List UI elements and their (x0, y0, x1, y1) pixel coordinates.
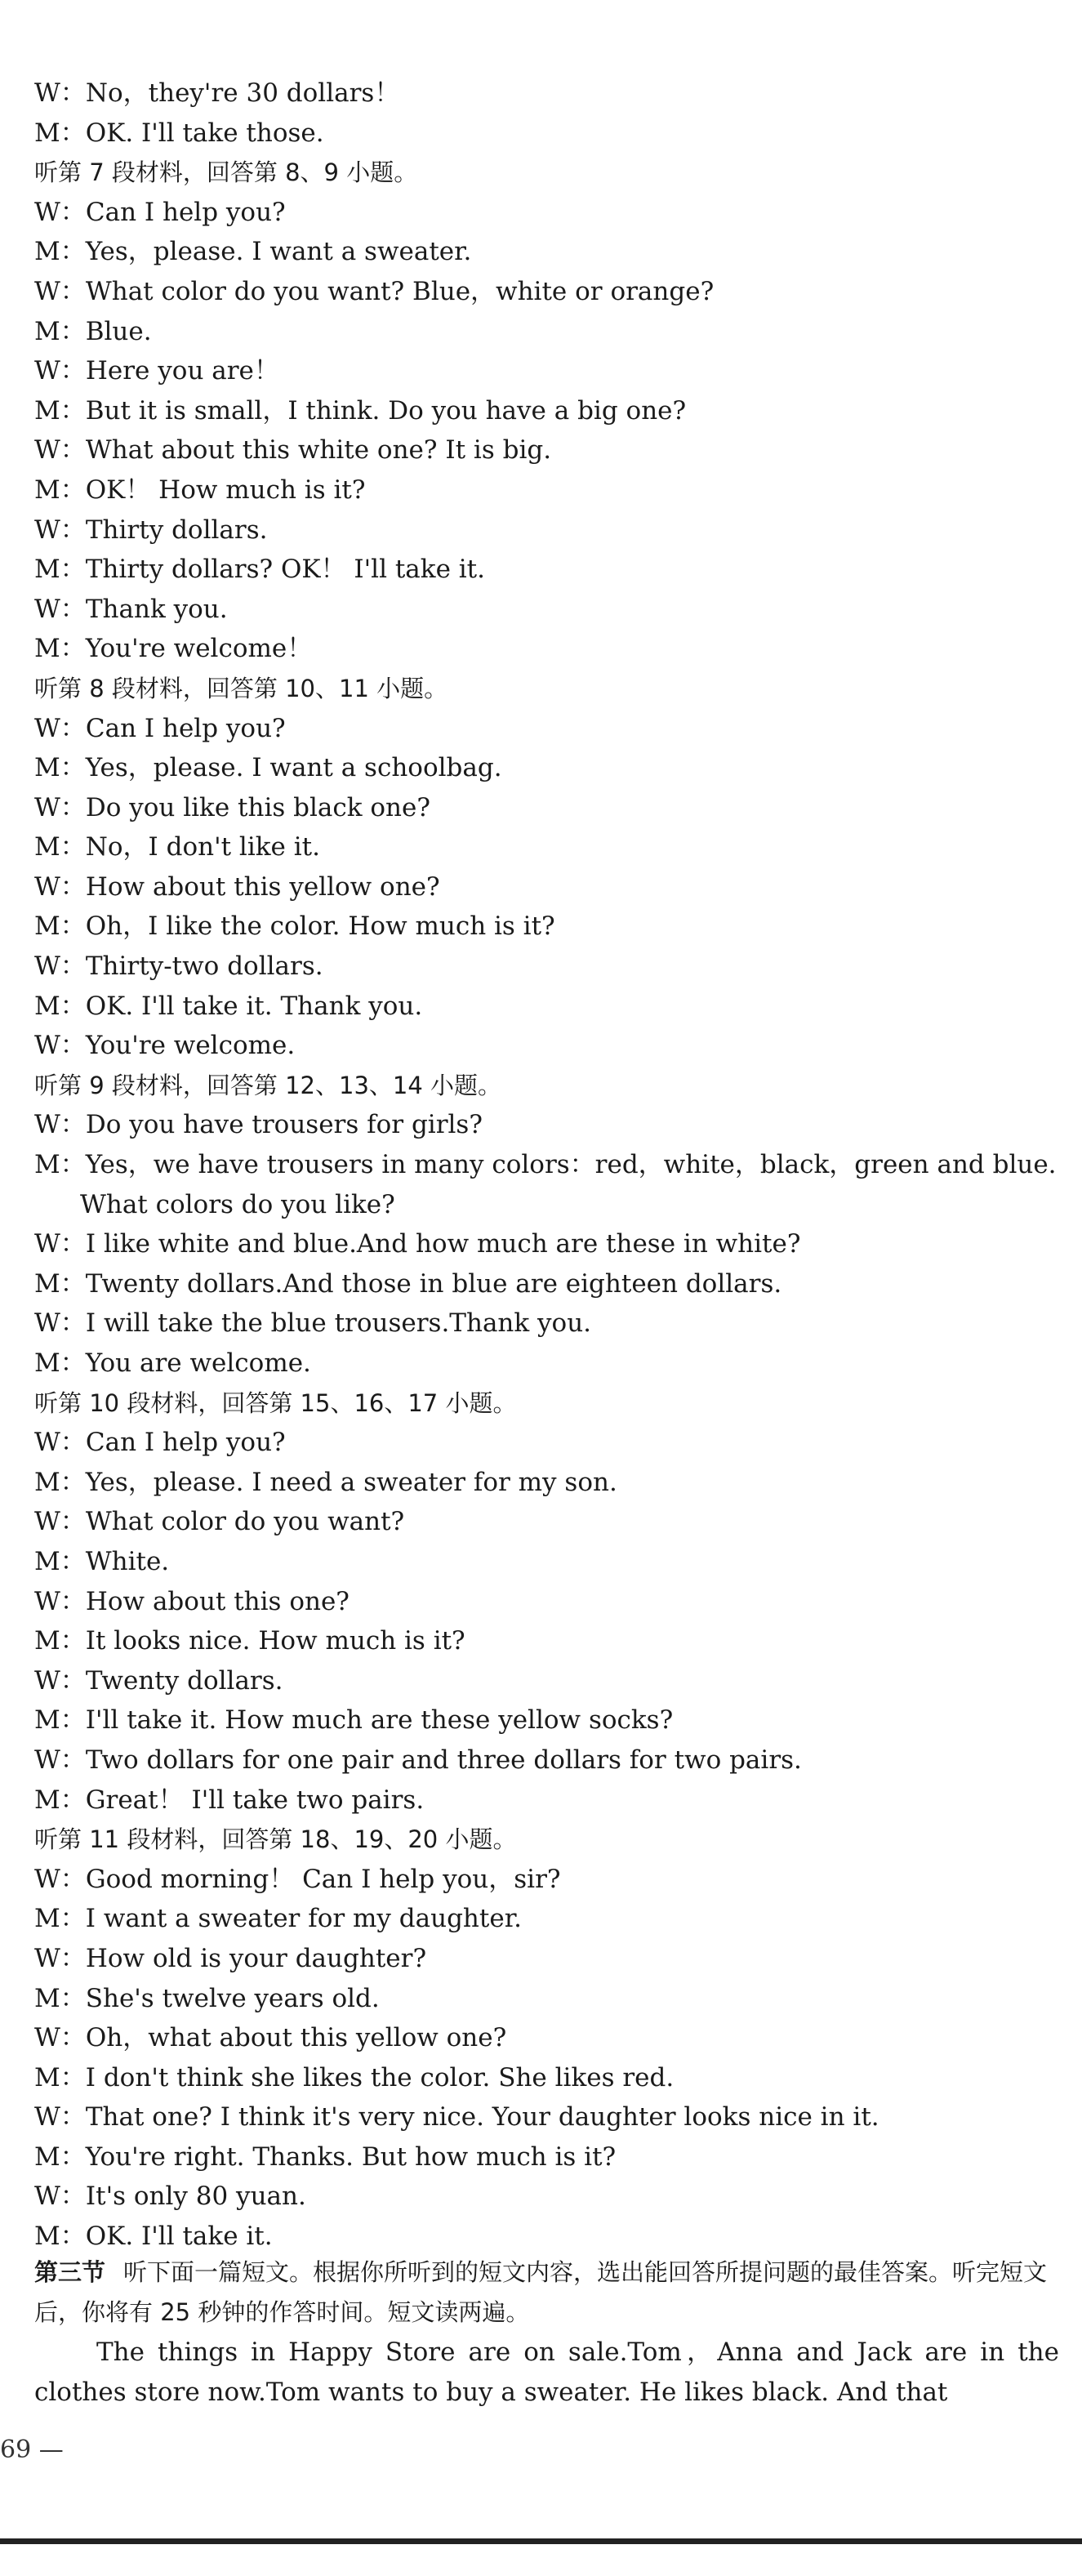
transcript-line: W：Here you are！ (34, 356, 279, 386)
transcript-line: M：No，I don't like it. (34, 832, 320, 862)
segment-heading: 听第 11 段材料，回答第 18、19、20 小题。 (34, 1825, 517, 1854)
transcript-line-continued: What colors do you like? (80, 1189, 395, 1219)
transcript-line: W：How about this one? (34, 1586, 350, 1616)
transcript-line: M：Yes，please. I want a sweater. (34, 237, 472, 267)
transcript-line: M：OK！ How much is it? (34, 475, 366, 505)
transcript (34, 74, 1059, 2257)
transcript-line: W：It's only 80 yuan. (34, 2182, 306, 2212)
transcript-line: W：Can I help you? (34, 197, 286, 227)
transcript-line: W：How about this yellow one? (34, 871, 440, 902)
transcript-line: W：Can I help you? (34, 713, 286, 743)
bottom-divider (0, 2538, 1082, 2544)
transcript-line: M：Thirty dollars? OK！ I'll take it. (34, 555, 485, 585)
transcript-line: M：Blue. (34, 316, 152, 346)
transcript-line: M：She's twelve years old. (34, 1983, 380, 2013)
transcript-line: M：Yes，please. I need a sweater for my son. (34, 1467, 617, 1497)
transcript-line: M：White. (34, 1546, 170, 1576)
transcript-line: W：Good morning！ Can I help you，sir? (34, 1864, 561, 1894)
section-title: 第三节 (34, 2258, 106, 2286)
transcript-line: W：You're welcome. (34, 1031, 296, 1061)
transcript-line: W：Can I help you? (34, 1428, 286, 1458)
transcript-line: M：Yes，please. I want a schoolbag. (34, 753, 502, 783)
transcript-line: M：I'll take it. How much are these yellow socks? (34, 1705, 674, 1736)
transcript-line: W：That one? I think it's very nice. Your daughter looks nice in it. (34, 2102, 879, 2133)
transcript-line: M：OK. I'll take it. Thank you. (34, 991, 423, 1021)
transcript-line: W：Oh，what about this yellow one? (34, 2023, 507, 2053)
transcript-line: M：Great！ I'll take two pairs. (34, 1785, 425, 1815)
section-three (34, 2253, 1059, 2332)
passage-paragraph: The things in Happy Store are on sale.Tom，Anna and Jack are in the clothes store now.Tom wants to buy a sweater. He likes black. And that (34, 2338, 1059, 2407)
transcript-line: W：What color do you want? (34, 1507, 405, 1537)
segment-heading: 听第 10 段材料，回答第 15、16、17 小题。 (34, 1388, 517, 1417)
transcript-line: M：But it is small，I think. Do you have a big one? (34, 395, 687, 426)
transcript-line: M：Twenty dollars.And those in blue are eighteen dollars. (34, 1268, 782, 1299)
transcript-line: W：Twenty dollars. (34, 1665, 283, 1696)
segment-heading: 听第 9 段材料，回答第 12、13、14 小题。 (34, 1071, 502, 1099)
transcript-line: M：Oh，I like the color. How much is it? (34, 911, 555, 942)
transcript-line: M：OK. I'll take it. (34, 2222, 273, 2252)
transcript-line: W：Thirty-two dollars. (34, 952, 323, 982)
transcript-line: W：What color do you want? Blue，white or orange? (34, 276, 715, 306)
transcript-line: W：Two dollars for one pair and three dollars for two pairs. (34, 1745, 802, 1775)
transcript-line: W：Do you like this black one? (34, 792, 430, 822)
transcript-line: W：How old is your daughter? (34, 1943, 427, 1973)
transcript-line: M：I don't think she likes the color. She likes red. (34, 2062, 675, 2092)
transcript-line: M：You're right. Thanks. But how much is it? (34, 2141, 617, 2172)
transcript-line: W：Do you have trousers for girls? (34, 1110, 483, 1140)
transcript-line: M：I want a sweater for my daughter. (34, 1904, 522, 1934)
transcript-line: W：Thank you. (34, 594, 228, 624)
transcript-line: W：No，they're 30 dollars！ (34, 78, 400, 108)
transcript-line: M：OK. I'll take those. (34, 118, 324, 148)
transcript-line: M：It looks nice. How much is it? (34, 1626, 465, 1656)
segment-heading: 听第 8 段材料，回答第 10、11 小题。 (34, 674, 448, 702)
transcript-line: W：I like white and blue.And how much are these in white? (34, 1229, 801, 1259)
transcript-line: M：You are welcome. (34, 1348, 311, 1378)
transcript-line: W：I will take the blue trousers.Thank you. (34, 1308, 592, 1339)
transcript-line: W：What about this white one? It is big. (34, 435, 552, 466)
transcript-line: M：You're welcome！ (34, 634, 313, 664)
transcript-line: M：Yes，we have trousers in many colors：red，white，black，green and blue. (34, 1150, 1057, 1180)
page-number: 69 — (0, 2436, 64, 2464)
segment-heading: 听第 7 段材料，回答第 8、9 小题。 (34, 158, 418, 187)
transcript-line: W：Thirty dollars. (34, 515, 268, 545)
section-instruction: 听下面一篇短文。根据你所听到的短文内容，选出能回答所提问题的最佳答案。听完短文后，你将有 25 秒钟的作答时间。短文读两遍。 (34, 2258, 1048, 2326)
